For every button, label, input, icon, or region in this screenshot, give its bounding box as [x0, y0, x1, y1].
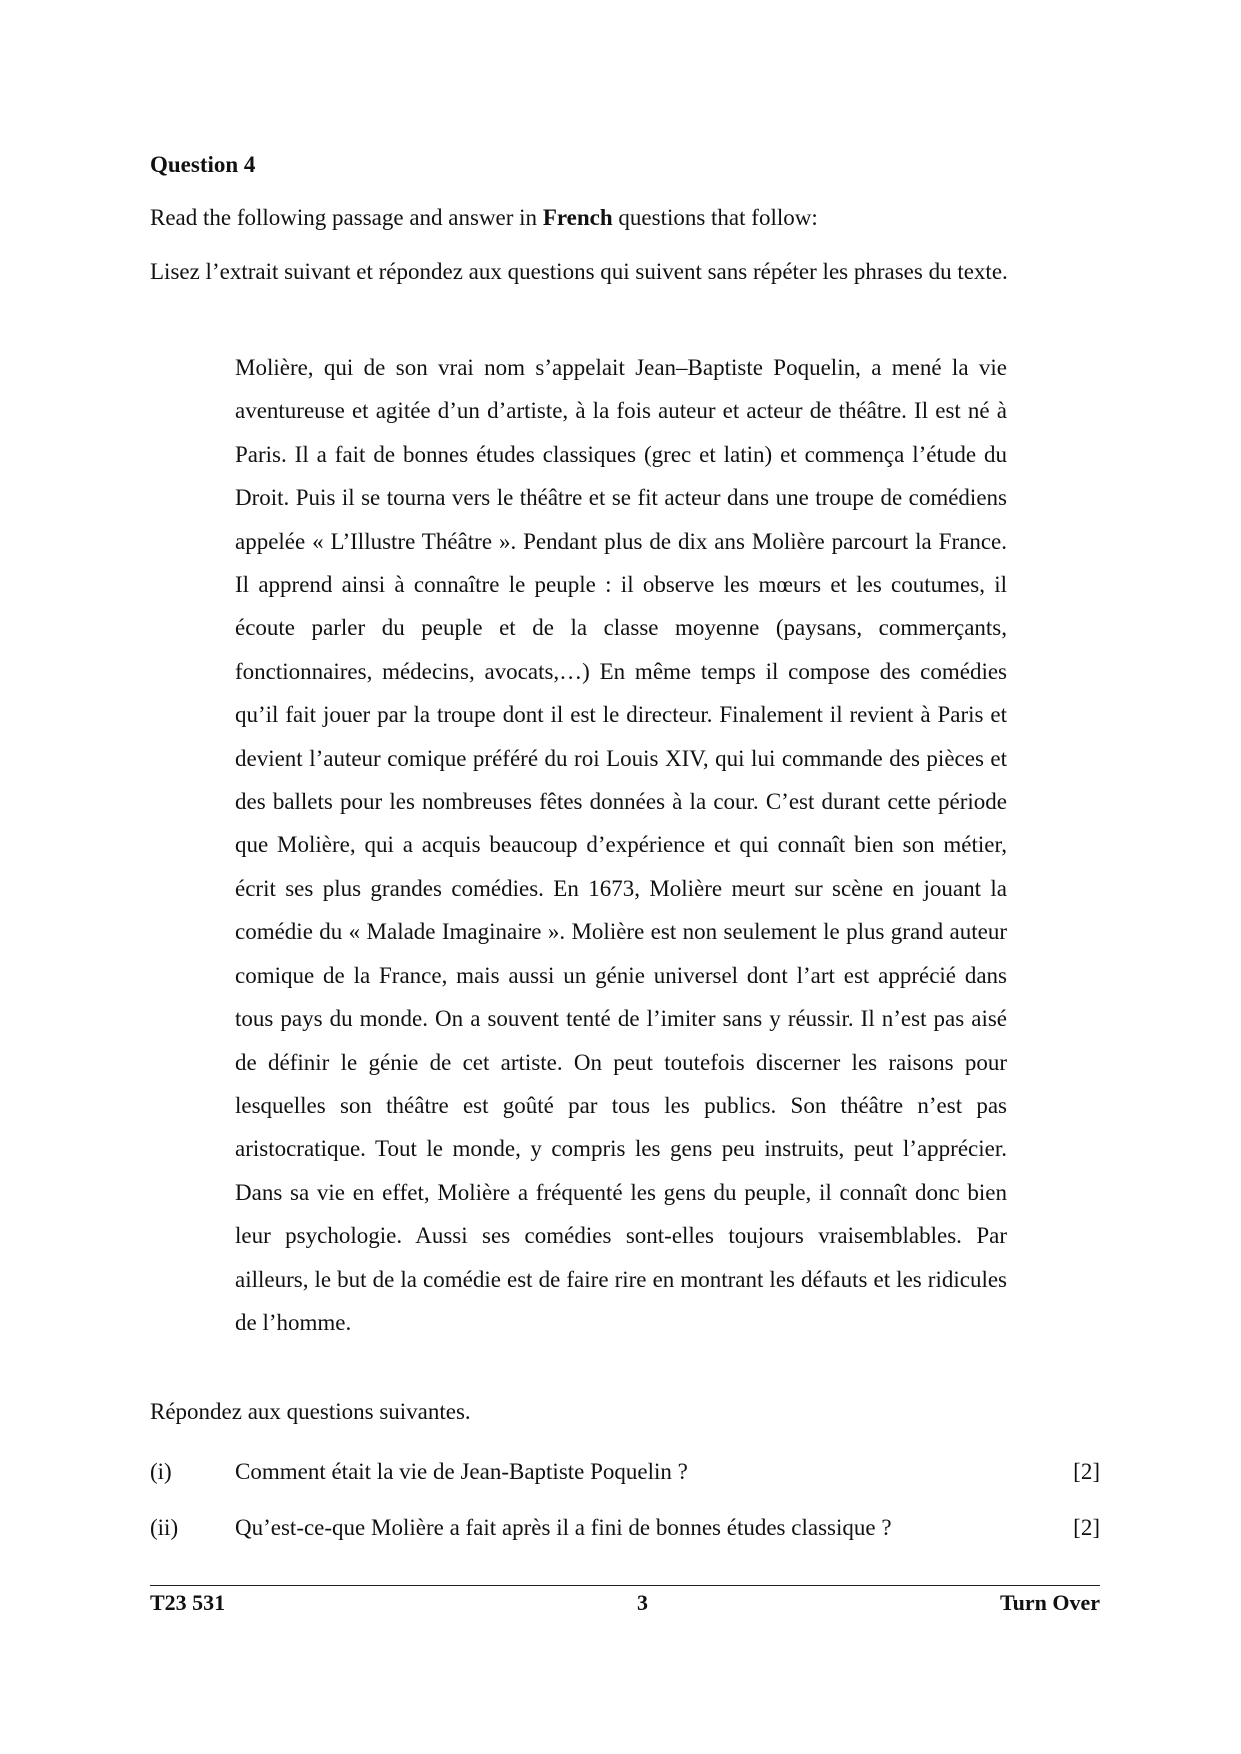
question-item-i [150, 1459, 1100, 1489]
questions-prompt: Répondez aux questions suivantes. [150, 1399, 471, 1424]
page-number: 3 [637, 1590, 648, 1615]
instruction-french: Lisez l’extrait suivant et répondez aux questions qui suivent sans répéter les phrases du texte. [150, 259, 1008, 284]
instruction-bold-french: French [542, 205, 613, 230]
question-marks: [2] [1073, 1515, 1100, 1540]
question-heading: Question 4 [150, 152, 256, 177]
turn-over-label: Turn Over [999, 1590, 1100, 1615]
question-text: Qu’est-ce-que Molière a fait après il a fini de bonnes études classique ? [235, 1515, 892, 1540]
instruction-suffix: questions that follow: [612, 205, 818, 230]
paper-code: T23 531 [150, 1590, 226, 1615]
reading-passage: Molière, qui de son vrai nom s’appelait Jean–Baptiste Poquelin, a mené la vie aventureuse et agitée d’un d’artiste, à la fois auteur et acteur de théâtre. Il est né à Paris. Il a fait de bonnes études classiques (grec et latin) et commença l’étude du Droit. Puis il se tourna vers le théâtre et se fit acteur dans une troupe de comédiens appelée « L’Illustre Théâtre ». Pendant plus de dix ans Molière parcourt la France. Il apprend ainsi à connaître le peuple : il observe les mœurs et les coutumes, il écoute parler du peuple et de la classe moyenne (paysans, commerçants, fonctionnaires, médecins, avocats,…) En même temps il compose des comédies qu’il fait jouer par la troupe dont il est le directeur. Finalement il revient à Paris et devient l’auteur comique préféré du roi Louis XIV, qui lui commande des pièces et des ballets pour les nombreuses fêtes données à la cour. C’est durant cette période que Molière, qui a acquis beaucoup d’expérience et qui connaît bien son métier, écrit ses plus grandes comédies. En 1673, Molière meurt sur scène en jouant la comédie du « Malade Imaginaire ». Molière est non seulement le plus grand auteur comique de la France, mais aussi un génie universel dont l’art est apprécié dans tous pays du monde. On a souvent tenté de l’imiter sans y réussir. Il n’est pas aisé de définir le génie de cet artiste. On peut toutefois discerner les raisons pour lesquelles son théâtre est goûté par tous les publics. Son théâtre n’est pas aristocratique. Tout le monde, y compris les gens peu instruits, peut l’apprécier. Dans sa vie en effet, Molière a fréquenté les gens du peuple, il connaît donc bien leur psychologie. Aussi ses comédies sont-elles toujours vraisemblables. Par ailleurs, le but de la comédie est de faire rire en montrant les défauts et les ridicules de l’homme. [235, 355, 1007, 1335]
instruction-prefix: Read the following passage and answer in [150, 205, 543, 230]
instruction-english [150, 197, 818, 239]
question-number: (ii) [150, 1515, 179, 1540]
question-text: Comment était la vie de Jean-Baptiste Poquelin ? [235, 1459, 688, 1484]
question-item-ii [150, 1515, 1100, 1545]
question-number: (i) [150, 1459, 172, 1484]
question-marks: [2] [1073, 1459, 1100, 1484]
footer-divider [150, 1585, 1100, 1586]
